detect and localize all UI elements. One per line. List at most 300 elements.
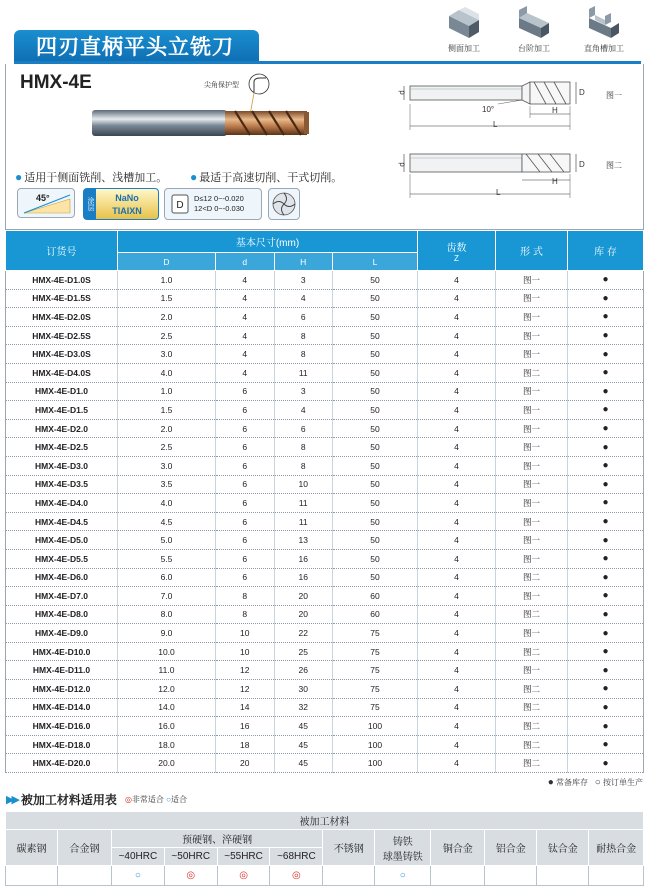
D-cell: 5.0 [118,531,216,550]
mat-titanium: 钛合金 [537,830,589,866]
materials-header-group: 被加工材料 [6,812,644,830]
stock-cell: ● [568,363,644,382]
material-rating-cell: ○ [375,866,431,886]
form-cell: 图二 [496,605,568,624]
form-cell: 图一 [496,271,568,290]
H-cell: 20 [274,605,333,624]
table-row [6,512,644,531]
H-cell: 4 [274,289,333,308]
H-cell: 22 [274,624,333,643]
step-milling-icon [515,6,553,40]
order-symbol: ○ [594,777,601,788]
page-title: 四刃直柄平头立铣刀 [14,30,259,62]
H-cell: 8 [274,345,333,364]
tolerance-line1: D≤12 0~-0.020 [194,194,244,203]
order-no-cell: HMX-4E-D2.5 [6,438,118,457]
dim-d-fig2: d [397,162,407,167]
order-no-cell: HMX-4E-D1.0 [6,382,118,401]
d-cell: 8 [216,605,275,624]
order-no-cell: HMX-4E-D4.5 [6,512,118,531]
material-rating-cell [58,866,112,886]
H-cell: 11 [274,512,333,531]
fig1-label: 图一 [606,91,622,100]
L-cell: 50 [333,568,418,587]
order-no-cell: HMX-4E-D1.0S [6,271,118,290]
order-no-cell: HMX-4E-D6.0 [6,568,118,587]
stock-cell: ● [568,345,644,364]
stock-cell: ● [568,456,644,475]
d-cell: 10 [216,642,275,661]
D-cell: 9.0 [118,624,216,643]
flute-profile-badge [268,188,300,220]
H-cell: 8 [274,326,333,345]
processing-slot: 直角槽加工 [573,6,635,54]
materials-title: ▶▶ 被加工材料适用表 ◎非常适合 ○适合 [6,793,187,807]
H-cell: 8 [274,456,333,475]
end-mill-photo [90,102,312,142]
stock-cell: ● [568,475,644,494]
teeth-cell: 4 [418,512,496,531]
form-cell: 图一 [496,308,568,327]
D-cell: 16.0 [118,717,216,736]
D-cell: 4.5 [118,512,216,531]
table-row [6,549,644,568]
teeth-cell: 4 [418,271,496,290]
table-row [6,624,644,643]
d-cell: 6 [216,382,275,401]
H-cell: 20 [274,587,333,606]
d-cell: 6 [216,438,275,457]
table-row [6,754,644,773]
form-cell: 图二 [496,568,568,587]
bullet-icon: ● [15,170,23,184]
stock-cell: ● [568,735,644,754]
form-cell: 图一 [496,549,568,568]
L-cell: 60 [333,587,418,606]
d-cell: 6 [216,531,275,550]
table-row [6,531,644,550]
slot-milling-icon [585,6,623,40]
form-cell: 图一 [496,289,568,308]
feature-high-speed: ● 最适于高速切削、干式切削。 [190,170,343,184]
L-cell: 50 [333,438,418,457]
D-cell: 12.0 [118,680,216,699]
L-cell: 50 [333,326,418,345]
H-cell: 3 [274,271,333,290]
H-cell: 10 [274,475,333,494]
H-cell: 11 [274,494,333,513]
table-row [6,698,644,717]
teeth-cell: 4 [418,494,496,513]
d-cell: 12 [216,661,275,680]
form-cell: 图一 [496,475,568,494]
header-H: H [274,253,333,271]
D-cell: 3.5 [118,475,216,494]
teeth-cell: 4 [418,326,496,345]
material-rating-cell [589,866,644,886]
teeth-cell: 4 [418,735,496,754]
L-cell: 100 [333,754,418,773]
L-cell: 50 [333,512,418,531]
processing-step: 台阶加工 [503,6,565,54]
spec-table [5,230,644,773]
d-cell: 18 [216,735,275,754]
header-D: D [118,253,216,271]
table-row [6,587,644,606]
form-cell: 图二 [496,717,568,736]
teeth-cell: 4 [418,289,496,308]
stock-cell: ● [568,568,644,587]
double-arrow-icon: ▶▶ [6,794,17,806]
teeth-cell: 4 [418,680,496,699]
L-cell: 75 [333,624,418,643]
stock-cell: ● [568,605,644,624]
form-cell: 图二 [496,642,568,661]
D-cell: 7.0 [118,587,216,606]
D-cell: 18.0 [118,735,216,754]
teeth-cell: 4 [418,363,496,382]
form-cell: 图一 [496,494,568,513]
d-cell: 20 [216,754,275,773]
material-rating-cell [431,866,485,886]
mat-hard-group: 预硬钢、淬硬钢 [112,830,323,848]
stock-cell: ● [568,289,644,308]
stock-cell: ● [568,419,644,438]
table-row [6,680,644,699]
mat-50hrc: ~50HRC [164,848,217,866]
H-cell: 6 [274,419,333,438]
material-rating-cell: ○ [112,866,165,886]
L-cell: 100 [333,717,418,736]
teeth-cell: 4 [418,642,496,661]
H-cell: 25 [274,642,333,661]
teeth-cell: 4 [418,605,496,624]
side-milling-icon [445,6,483,40]
header-form: 形 式 [496,231,568,271]
d-cell: 4 [216,289,275,308]
material-rating-cell [485,866,537,886]
dimension-drawing-fig2 [394,148,599,210]
coating-badge [83,188,159,220]
d-cell: 6 [216,419,275,438]
d-cell: 4 [216,271,275,290]
helix-angle-value: 45° [36,193,50,203]
teeth-cell: 4 [418,754,496,773]
table-row [6,438,644,457]
D-cell: 14.0 [118,698,216,717]
D-cell: 2.5 [118,438,216,457]
H-cell: 45 [274,754,333,773]
H-cell: 26 [274,661,333,680]
D-cell: 1.0 [118,271,216,290]
order-no-cell: HMX-4E-D2.0 [6,419,118,438]
mat-copper: 铜合金 [431,830,485,866]
feature-side-milling: ● 适用于侧面铣削、浅槽加工。 [15,170,168,184]
table-row [6,568,644,587]
d-cell: 6 [216,401,275,420]
in-stock-label: 常备库存 [556,778,589,787]
stock-cell: ● [568,624,644,643]
form-cell: 图一 [496,382,568,401]
processing-types [433,6,635,54]
d-cell: 14 [216,698,275,717]
H-cell: 30 [274,680,333,699]
d-cell: 6 [216,456,275,475]
table-row [6,271,644,290]
teeth-cell: 4 [418,419,496,438]
order-no-cell: HMX-4E-D2.5S [6,326,118,345]
H-cell: 32 [274,698,333,717]
table-row [6,661,644,680]
order-no-cell: HMX-4E-D4.0 [6,494,118,513]
dim-L-fig1: L [493,120,498,129]
stock-cell: ● [568,587,644,606]
svg-text:D: D [176,200,184,211]
table-row [6,326,644,345]
L-cell: 100 [333,735,418,754]
four-flute-icon [269,189,299,219]
D-cell: 4.0 [118,363,216,382]
order-no-cell: HMX-4E-D3.5 [6,475,118,494]
order-no-cell: HMX-4E-D10.0 [6,642,118,661]
d-cell: 8 [216,587,275,606]
mat-alloy: 合金钢 [58,830,112,866]
stock-cell: ● [568,438,644,457]
material-rating-cell: ◎ [217,866,270,886]
form-cell: 图二 [496,698,568,717]
L-cell: 50 [333,308,418,327]
table-row [6,401,644,420]
form-cell: 图二 [496,363,568,382]
d-cell: 12 [216,680,275,699]
L-cell: 50 [333,531,418,550]
materials-rating-row [6,866,644,886]
dim-L-fig2: L [496,188,501,197]
form-cell: 图一 [496,587,568,606]
teeth-cell: 4 [418,568,496,587]
dim-H-fig2: H [552,177,558,186]
product-info-panel [5,64,644,230]
mat-stainless: 不锈钢 [323,830,375,866]
stock-cell: ● [568,531,644,550]
coating-line2: TIAIXN [112,206,142,216]
teeth-cell: 4 [418,308,496,327]
teeth-cell: 4 [418,438,496,457]
order-no-cell: HMX-4E-D7.0 [6,587,118,606]
L-cell: 50 [333,549,418,568]
table-row [6,494,644,513]
table-row [6,308,644,327]
bullet-icon: ● [190,170,198,184]
order-no-cell: HMX-4E-D18.0 [6,735,118,754]
d-cell: 6 [216,475,275,494]
table-row [6,456,644,475]
material-rating-cell: ◎ [164,866,217,886]
D-cell: 20.0 [118,754,216,773]
D-cell: 10.0 [118,642,216,661]
d-cell: 16 [216,717,275,736]
D-cell: 5.5 [118,549,216,568]
very-good-symbol: ◎ [124,795,132,804]
d-cell: 4 [216,345,275,364]
stock-legend [548,777,643,788]
teeth-cell: 4 [418,456,496,475]
order-no-cell: HMX-4E-D2.0S [6,308,118,327]
D-cell: 1.5 [118,401,216,420]
L-cell: 75 [333,698,418,717]
d-cell: 6 [216,568,275,587]
L-cell: 50 [333,363,418,382]
table-row [6,382,644,401]
header-order-no: 订货号 [6,231,118,271]
L-cell: 50 [333,345,418,364]
L-cell: 50 [333,419,418,438]
H-cell: 3 [274,382,333,401]
stock-cell: ● [568,382,644,401]
L-cell: 75 [333,661,418,680]
order-no-cell: HMX-4E-D1.5S [6,289,118,308]
form-cell: 图一 [496,401,568,420]
L-cell: 50 [333,494,418,513]
H-cell: 16 [274,549,333,568]
H-cell: 45 [274,717,333,736]
order-no-cell: HMX-4E-D1.5 [6,401,118,420]
teeth-cell: 4 [418,401,496,420]
D-cell: 11.0 [118,661,216,680]
L-cell: 50 [333,456,418,475]
header-teeth: 齿数 Z [418,231,496,271]
d-cell: 4 [216,363,275,382]
materials-legend [125,794,187,805]
table-row [6,475,644,494]
D-cell: 1.5 [118,289,216,308]
D-cell: 2.5 [118,326,216,345]
dim-D-fig1: D [579,88,585,97]
mat-heat-resistant: 耐热合金 [589,830,644,866]
form-cell: 图二 [496,754,568,773]
stock-cell: ● [568,308,644,327]
very-good-label: 非常适合 [131,795,164,804]
form-cell: 图一 [496,345,568,364]
form-cell: 图一 [496,512,568,531]
material-rating-cell: ◎ [270,866,323,886]
order-no-cell: HMX-4E-D11.0 [6,661,118,680]
table-row [6,642,644,661]
table-row [6,735,644,754]
form-cell: 图一 [496,661,568,680]
d-cell: 6 [216,512,275,531]
stock-cell: ● [568,642,644,661]
L-cell: 50 [333,382,418,401]
d-cell: 4 [216,326,275,345]
order-no-cell: HMX-4E-D3.0S [6,345,118,364]
D-cell: 8.0 [118,605,216,624]
coating-side-label: 涂层 [87,197,94,211]
coating-line1: NaNo [115,193,139,203]
L-cell: 50 [333,289,418,308]
order-no-cell: HMX-4E-D8.0 [6,605,118,624]
mat-68hrc: ~68HRC [270,848,323,866]
teeth-cell: 4 [418,661,496,680]
D-cell: 6.0 [118,568,216,587]
teeth-cell: 4 [418,549,496,568]
mat-aluminum: 铝合金 [485,830,537,866]
dim-H-fig1: H [552,106,558,115]
d-cell: 4 [216,308,275,327]
mat-carbon: 碳素钢 [6,830,58,866]
teeth-cell: 4 [418,624,496,643]
order-no-cell: HMX-4E-D12.0 [6,680,118,699]
header-L: L [333,253,418,271]
teeth-cell: 4 [418,717,496,736]
order-no-cell: HMX-4E-D20.0 [6,754,118,773]
mat-cast-iron: 铸铁 球墨铸铁 [375,830,431,866]
form-cell: 图一 [496,438,568,457]
stock-cell: ● [568,754,644,773]
order-no-cell: HMX-4E-D5.5 [6,549,118,568]
stock-cell: ● [568,549,644,568]
H-cell: 13 [274,531,333,550]
in-stock-symbol: ● [547,777,554,788]
mat-55hrc: ~55HRC [217,848,270,866]
table-row [6,419,644,438]
dim-D-fig2: D [579,160,585,169]
stock-cell: ● [568,698,644,717]
form-cell: 图一 [496,531,568,550]
form-cell: 图一 [496,456,568,475]
d-cell: 6 [216,494,275,513]
helix-angle-badge [17,188,75,218]
dim-angle-fig1: 10° [482,105,495,114]
L-cell: 50 [333,475,418,494]
header-basic-size: 基本尺寸(mm) [118,231,418,253]
teeth-cell: 4 [418,531,496,550]
processing-side: 侧面加工 [433,6,495,54]
D-cell: 3.0 [118,345,216,364]
H-cell: 8 [274,438,333,457]
d-cell: 10 [216,624,275,643]
form-cell: 图二 [496,680,568,699]
form-cell: 图一 [496,624,568,643]
stock-cell: ● [568,326,644,345]
stock-cell: ● [568,271,644,290]
tip-protection-label: 尖角保护型 [204,82,239,89]
table-row [6,363,644,382]
form-cell: 图二 [496,735,568,754]
order-no-cell: HMX-4E-D4.0S [6,363,118,382]
good-symbol: ○ [166,795,171,804]
table-row [6,605,644,624]
good-label: 适合 [171,795,187,804]
D-cell: 1.0 [118,382,216,401]
H-cell: 11 [274,363,333,382]
order-no-cell: HMX-4E-D3.0 [6,456,118,475]
order-no-cell: HMX-4E-D16.0 [6,717,118,736]
H-cell: 45 [274,735,333,754]
H-cell: 6 [274,308,333,327]
material-rating-cell [537,866,589,886]
stock-cell: ● [568,717,644,736]
L-cell: 60 [333,605,418,624]
D-cell: 3.0 [118,456,216,475]
model-name: HMX-4E [20,72,92,93]
stock-cell: ● [568,494,644,513]
tolerance-text [194,194,244,214]
teeth-cell: 4 [418,475,496,494]
form-cell: 图一 [496,326,568,345]
L-cell: 50 [333,271,418,290]
stock-cell: ● [568,401,644,420]
